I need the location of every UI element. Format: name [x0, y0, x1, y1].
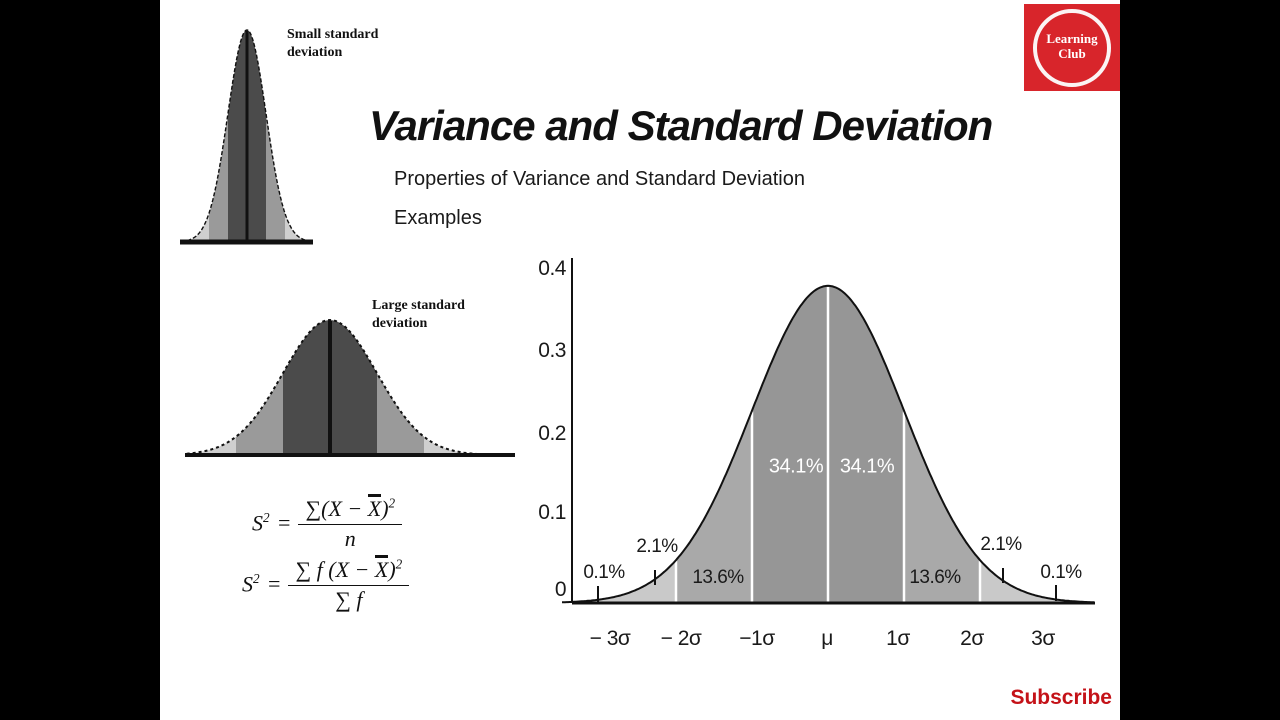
- x-tick-minus3sigma: − 3σ: [589, 627, 631, 650]
- y-tick-0.4: 0.4: [538, 257, 566, 280]
- y-tick-0: 0: [554, 578, 566, 601]
- formula1-numerator: $\sum(X - X)^2$: [298, 494, 402, 525]
- variance-formula-ungrouped: [252, 494, 402, 552]
- formula1-denominator: n: [344, 526, 356, 551]
- logo-line1: Learning: [1046, 31, 1098, 46]
- formula1-lhs: $S^2$: [252, 509, 270, 536]
- formula2-equals: =: [266, 571, 282, 596]
- large-std-dev-label: Large standard deviation: [372, 298, 465, 331]
- logo-text: [1024, 31, 1120, 61]
- letterbox-right: [1120, 0, 1280, 720]
- x-tick-minus2sigma: − 2σ: [660, 627, 702, 650]
- variance-formula-grouped: [242, 555, 409, 613]
- y-tick-0.3: 0.3: [538, 339, 566, 362]
- pct-left-tail: 0.1%: [583, 562, 625, 583]
- logo-line2: Club: [1058, 46, 1086, 61]
- x-bar-symbol: X: [374, 557, 389, 582]
- pct-right-13.6: 13.6%: [909, 567, 961, 588]
- formula2-lhs: $S^2$: [242, 570, 260, 597]
- formula1-equals: =: [276, 510, 292, 535]
- page-title: Variance and Standard Deviation: [369, 102, 993, 149]
- y-tick-0.1: 0.1: [538, 501, 566, 524]
- x-tick-3sigma: 3σ: [1031, 627, 1055, 650]
- small-std-dev-label: Small standard deviation: [287, 27, 379, 60]
- subscribe-label[interactable]: Subscribe: [1010, 686, 1112, 709]
- letterbox-left: [0, 0, 160, 720]
- formula2-numerator: ∑ f $(X - X)^2$: [288, 555, 409, 586]
- pct-right-2.1: 2.1%: [980, 534, 1022, 555]
- x-tick-minus1sigma: −1σ: [739, 627, 775, 650]
- pct-left-34.1: 34.1%: [768, 455, 824, 478]
- x-bar-symbol: X: [367, 496, 382, 521]
- y-tick-0.2: 0.2: [538, 422, 566, 445]
- subtitle-properties: Properties of Variance and Standard Deviation: [394, 168, 805, 190]
- subtitle-examples: Examples: [394, 207, 482, 229]
- formula2-denominator: ∑ f: [335, 587, 363, 612]
- pct-left-2.1: 2.1%: [636, 536, 678, 557]
- x-tick-2sigma: 2σ: [960, 627, 984, 650]
- formula2-fraction: [288, 555, 409, 613]
- pct-right-tail: 0.1%: [1040, 562, 1082, 583]
- formula1-fraction: [298, 494, 402, 552]
- large-std-dev-figure: [180, 295, 520, 462]
- pct-left-13.6: 13.6%: [692, 567, 744, 588]
- normal-distribution-chart: [530, 255, 1110, 670]
- x-tick-1sigma: 1σ: [886, 627, 910, 650]
- x-tick-mu: μ: [821, 627, 833, 650]
- large-bell-curve-icon: [180, 295, 520, 462]
- pct-right-34.1: 34.1%: [839, 455, 895, 478]
- channel-logo[interactable]: [1024, 4, 1120, 91]
